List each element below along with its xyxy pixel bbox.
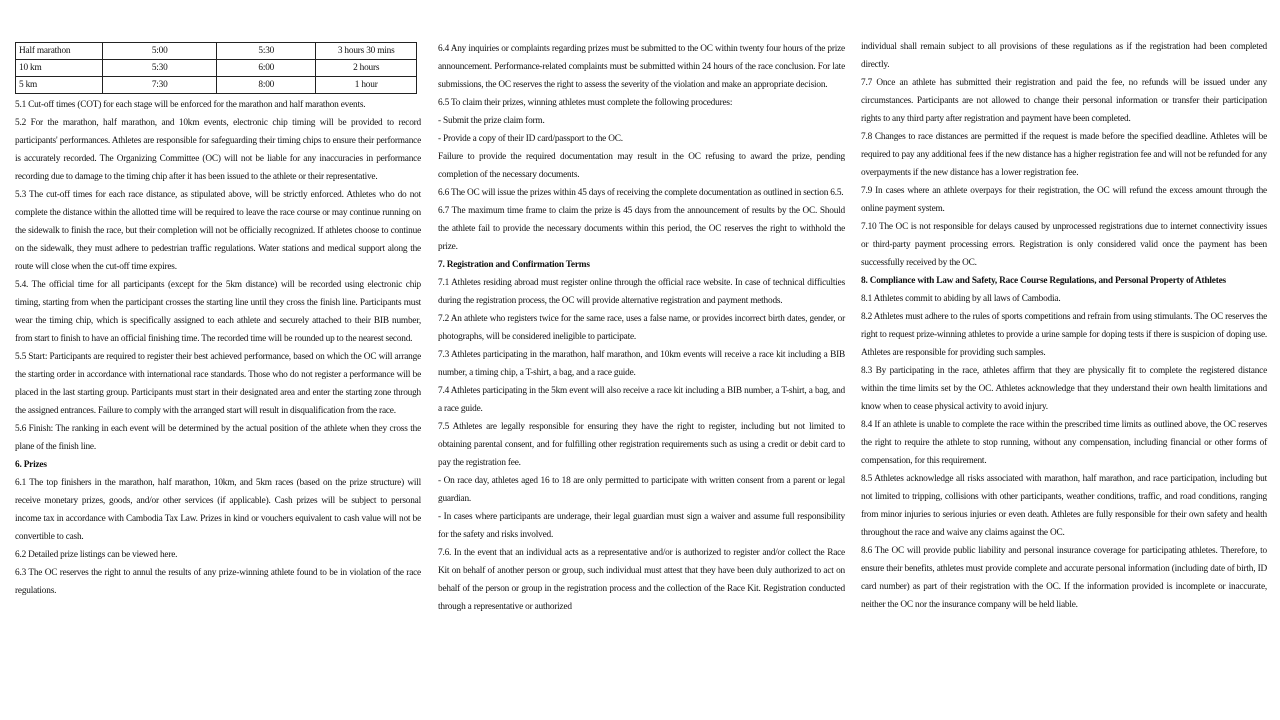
paragraph: 6.3 The OC reserves the right to annul the results of any prize-winning athlete found to be in violation of the race regulations.	[15, 568, 421, 596]
paragraph: 8.1 Athletes commit to abiding by all laws of Cambodia.	[861, 294, 1061, 304]
cutoff-time-table	[15, 42, 417, 94]
paragraph: 8.3 By participating in the race, athletes affirm that they are physically fit to complete the registered distance within the time limits set by the OC. Athletes acknowledge that they understand their own health limitations and know when to cease physical activity to avoid injury.	[861, 366, 1267, 412]
paragraph: 7.8 Changes to race distances are permitted if the request is made before the specified deadline. Athletes will be required to pay any additional fees if the new distance has a higher registration fee and will not be refunded for any overpayments if the new distance has a lower registration fee.	[861, 132, 1267, 178]
table-cell: 3 hours 30 mins	[316, 43, 417, 60]
paragraph: 7.1 Athletes residing abroad must register online through the official race website. In case of technical difficulties during the registration process, the OC will provide alternative registration and payment methods.	[438, 278, 845, 306]
table-row	[16, 43, 417, 60]
paragraph: 6.1 The top finishers in the marathon, half marathon, 10km, and 5km races (based on the prize structure) will receive monetary prizes, goods, and/or other services (if applicable). Cash prizes will be subject to personal income tax in accordance with Cambodia Tax Law. Prizes in kind or vouchers equivalent to cash value will not be convertible to cash.	[15, 478, 421, 542]
column-left	[15, 42, 421, 600]
paragraph: 6.2 Detailed prize listings can be viewed here.	[15, 550, 178, 560]
section-heading: 8. Compliance with Law and Safety, Race Course Regulations, and Personal Property of Athletes	[861, 276, 1226, 286]
paragraph: - On race day, athletes aged 16 to 18 are only permitted to participate with written consent from a parent or legal guardian.	[438, 476, 845, 504]
table-cell: 5:30	[217, 43, 316, 60]
paragraph: - Submit the prize claim form.	[438, 116, 545, 126]
table-cell: Half marathon	[16, 43, 103, 60]
paragraph: 6.4 Any inquiries or complaints regarding prizes must be submitted to the OC within twenty four hours of the prize announcement. Performance-related complaints must be submitted within 24 hours of the race conclusion. For late submissions, the OC reserves the right to assess the severity of the violation and make an appropriate decision.	[438, 44, 845, 90]
paragraph: 5.2 For the marathon, half marathon, and 10km events, electronic chip timing will be provided to record participants' performances. Athletes are responsible for safeguarding their timing chips to ensure their performance is accurately recorded. The Organizing Committee (OC) will not be liable for any inaccuracies in performance recording due to damage to the timing chip after it has been issued to the athlete or their representative.	[15, 118, 421, 182]
paragraph: 7.4 Athletes participating in the 5km event will also receive a race kit including a BIB number, a T-shirt, a bag, and a race guide.	[438, 386, 845, 414]
paragraph: Failure to provide the required documentation may result in the OC refusing to award the prize, pending completion of the necessary documents.	[438, 152, 845, 180]
paragraph: 8.5 Athletes acknowledge all risks associated with marathon, half marathon, and race participation, including but not limited to tripping, collisions with other participants, weather conditions, traffic, and road conditions, ranging from minor injuries to serious injuries or even death. Athletes are fully responsible for their own safety and health throughout the race and waive any claims against the OC.	[861, 474, 1267, 538]
paragraph: 7.2 An athlete who registers twice for the same race, uses a false name, or provides incorrect birth dates, gender, or photographs, will be considered ineligible to participate.	[438, 314, 845, 342]
section-heading: 6. Prizes	[15, 460, 47, 470]
table-row	[16, 60, 417, 77]
paragraph: 6.7 The maximum time frame to claim the prize is 45 days from the announcement of results by the OC. Should the athlete fail to provide the necessary documents within this period, the OC reserves the right to withhold the prize.	[438, 206, 845, 252]
paragraph: 7.10 The OC is not responsible for delays caused by unprocessed registrations due to internet connectivity issues or third-party payment processing errors. Registration is only considered valid once the payment has been successfully received by the OC.	[861, 222, 1267, 268]
paragraph: - In cases where participants are underage, their legal guardian must sign a waiver and assume full responsibility for the safety and risks involved.	[438, 512, 845, 540]
column-left-body	[15, 96, 421, 600]
paragraph: - Provide a copy of their ID card/passport to the OC.	[438, 134, 623, 144]
column-right-body	[861, 38, 1267, 614]
paragraph: 5.4. The official time for all participants (except for the 5km distance) will be recorded using electronic chip timing, starting from when the participant crosses the starting line until they cross the finish line. Participants must wear the timing chip, which is specifically assigned to each athlete and securely attached to their BIB number, from start to finish to have an official finishing time. The recorded time will be rounded up to the nearest second.	[15, 280, 421, 344]
paragraph: individual shall remain subject to all provisions of these regulations as if the registration had been completed directly.	[861, 42, 1267, 70]
paragraph: 7.7 Once an athlete has submitted their registration and paid the fee, no refunds will be issued under any circumstances. Participants are not allowed to change their personal information or transfer their participation rights to any third party after registration and payment have been completed.	[861, 78, 1267, 124]
paragraph: 7.9 In cases where an athlete overpays for their registration, the OC will refund the excess amount through the online payment system.	[861, 186, 1267, 214]
table-cell: 2 hours	[316, 60, 417, 77]
section-heading: 7. Registration and Confirmation Terms	[438, 260, 590, 270]
table-cell: 10 km	[16, 60, 103, 77]
table-cell: 7:30	[103, 77, 217, 94]
paragraph: 7.5 Athletes are legally responsible for ensuring they have the right to register, including but not limited to obtaining parental consent, and for fulfilling other registration requirements such as using a credit or debit card to pay the registration fee.	[438, 422, 845, 468]
table-cell: 8:00	[217, 77, 316, 94]
paragraph: 7.3 Athletes participating in the marathon, half marathon, and 10km events will receive a race kit including a BIB number, a timing chip, a T-shirt, a bag, and a race guide.	[438, 350, 845, 378]
paragraph: 8.6 The OC will provide public liability and personal insurance coverage for participating athletes. Therefore, to ensure their benefits, athletes must provide complete and accurate personal information (including date of birth, ID card number) as part of their registration with the OC. If the information provided is incomplete or inaccurate, neither the OC nor the insurance company will be held liable.	[861, 546, 1267, 610]
column-middle	[438, 40, 845, 616]
table-cell: 5:30	[103, 60, 217, 77]
table-cell: 5:00	[103, 43, 217, 60]
paragraph: 6.5 To claim their prizes, winning athletes must complete the following procedures:	[438, 98, 733, 108]
table-cell: 1 hour	[316, 77, 417, 94]
column-right	[861, 38, 1267, 614]
paragraph: 6.6 The OC will issue the prizes within 45 days of receiving the complete documentation as outlined in section 6.5.	[438, 188, 844, 198]
paragraph: 7.6. In the event that an individual acts as a representative and/or is authorized to register and/or collect the Race Kit on behalf of another person or group, such individual must attest that they have been duly authorized to act on behalf of the person or group in the registration process and the collection of the Race Kit. Registration conducted through a representative or authorized	[438, 548, 845, 612]
table-row	[16, 77, 417, 94]
paragraph: 8.2 Athletes must adhere to the rules of sports competitions and refrain from using stimulants. The OC reserves the right to request prize-winning athletes to provide a urine sample for doping tests if there is suspicion of doping use. Athletes are responsible for providing such samples.	[861, 312, 1267, 358]
paragraph: 5.6 Finish: The ranking in each event will be determined by the actual position of the athlete when they cross the plane of the finish line.	[15, 424, 421, 452]
table-cell: 5 km	[16, 77, 103, 94]
table-cell: 6:00	[217, 60, 316, 77]
paragraph: 8.4 If an athlete is unable to complete the race within the prescribed time limits as outlined above, the OC reserves the right to require the athlete to stop running, without any compensation, including financial or other forms of compensation, for this requirement.	[861, 420, 1267, 466]
column-middle-body	[438, 40, 845, 616]
paragraph: 5.3 The cut-off times for each race distance, as stipulated above, will be strictly enforced. Athletes who do not complete the distance within the allotted time will be required to leave the race course or may continue running on the sidewalk to finish the race, but their completion will not be officially recognized. If athletes choose to continue on the sidewalk, they must adhere to pedestrian traffic regulations. Water stations and medical support along the route will close when the cut-off time expires.	[15, 190, 421, 272]
paragraph: 5.5 Start: Participants are required to register their best achieved performance, based on which the OC will arrange the starting order in accordance with international race standards. Those who do not register a performance will be placed in the last starting group. Participants must start in their designated area and enter the starting zone through the assigned entrances. Failure to comply with the arranged start will result in disqualification from the race.	[15, 352, 421, 416]
paragraph: 5.1 Cut-off times (COT) for each stage will be enforced for the marathon and half marathon events.	[15, 100, 366, 110]
